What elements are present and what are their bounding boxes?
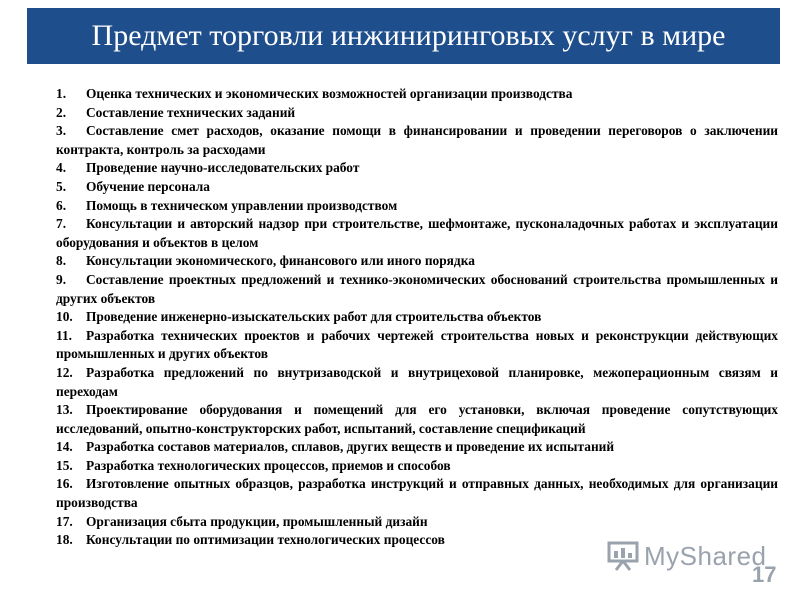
item-number: 1. <box>56 86 67 101</box>
list-item <box>56 457 778 476</box>
item-text: Консультации экономического, финансового или иного порядка <box>86 253 475 269</box>
item-text: Оценка технических и экономических возможностей организации производства <box>86 86 573 101</box>
myshared-logo <box>606 538 767 574</box>
item-number: 11. <box>56 327 72 343</box>
item-text: Консультации и авторский надзор при строительстве, шефмонтаже, пусконаладочных работах и эксплуатации оборудования и объектов в целом <box>56 216 778 250</box>
item-text: Разработка технологических процессов, приемов и способов <box>86 457 451 473</box>
item-text: Разработка предложений по внутризаводской и внутрицеховой планировке, межоперационным связям и переходам <box>56 364 778 399</box>
item-number: 12. <box>56 364 73 380</box>
list-item <box>56 215 778 252</box>
item-text: Обучение персонала <box>86 178 210 194</box>
item-number: 2. <box>56 104 67 120</box>
presentation-board-icon <box>606 541 640 571</box>
item-text: Консультации по оптимизации технологических процессов <box>86 532 445 548</box>
list-item <box>56 85 778 104</box>
item-number: 3. <box>56 123 67 139</box>
list-item <box>56 197 778 216</box>
item-text: Помощь в техническом управлении производством <box>86 197 398 213</box>
item-text: Разработка технических проектов и рабочих чертежей строительства новых и реконструкции действующих промышленных и других объектов <box>56 327 778 362</box>
list-item <box>56 159 778 178</box>
page-number: 17 <box>752 562 777 587</box>
item-text: Проведение научно-исследовательских работ <box>86 160 360 176</box>
item-number: 10. <box>56 309 73 325</box>
item-text: Проведение инженерно-изыскательских работ для строительства объектов <box>86 309 542 325</box>
item-text: Составление проектных предложений и технико-экономических обоснований строительства промышленных и других объектов <box>56 271 778 306</box>
item-text: Проектирование оборудования и помещений для его установки, включая проведение сопутствующих исследований, опытно-конструкторских работ, испытаний, составление спецификаций <box>56 402 778 436</box>
item-text: Составление технических заданий <box>86 104 296 120</box>
services-list <box>56 85 778 550</box>
item-text: Составление смет расходов, оказание помощи в финансировании и проведении переговоров о заключении контракта, контроль за расходами <box>56 123 778 157</box>
slide-title: Предмет торговли инжиниринговых услуг в мире <box>91 19 726 52</box>
item-number: 6. <box>56 197 67 213</box>
item-text: Организация сбыта продукции, промышленный дизайн <box>86 513 428 529</box>
item-number: 13. <box>56 402 73 418</box>
logo-text: MyShared <box>644 540 767 571</box>
item-text: Изготовление опытных образцов, разработка инструкций и отправных данных, необходимых для организации производства <box>56 476 778 511</box>
list-item <box>56 308 778 327</box>
item-number: 14. <box>56 439 73 455</box>
list-item <box>56 401 778 438</box>
item-number: 9. <box>56 271 67 287</box>
list-item <box>56 475 778 512</box>
item-text: Разработка составов материалов, сплавов, других веществ и проведение их испытаний <box>86 439 615 455</box>
list-item <box>56 252 778 271</box>
item-number: 7. <box>56 216 67 232</box>
list-item <box>56 327 778 364</box>
item-number: 4. <box>56 160 67 176</box>
item-number: 15. <box>56 457 73 473</box>
list-item <box>56 271 778 308</box>
item-number: 17. <box>56 513 73 529</box>
list-item <box>56 513 778 532</box>
item-number: 18. <box>56 532 73 548</box>
list-item <box>56 364 778 401</box>
title-bar <box>27 8 780 64</box>
item-number: 8. <box>56 253 67 269</box>
list-item <box>56 178 778 197</box>
item-number: 16. <box>56 476 73 492</box>
item-number: 5. <box>56 178 67 194</box>
list-item <box>56 122 778 159</box>
list-item <box>56 438 778 457</box>
list-item <box>56 104 778 123</box>
